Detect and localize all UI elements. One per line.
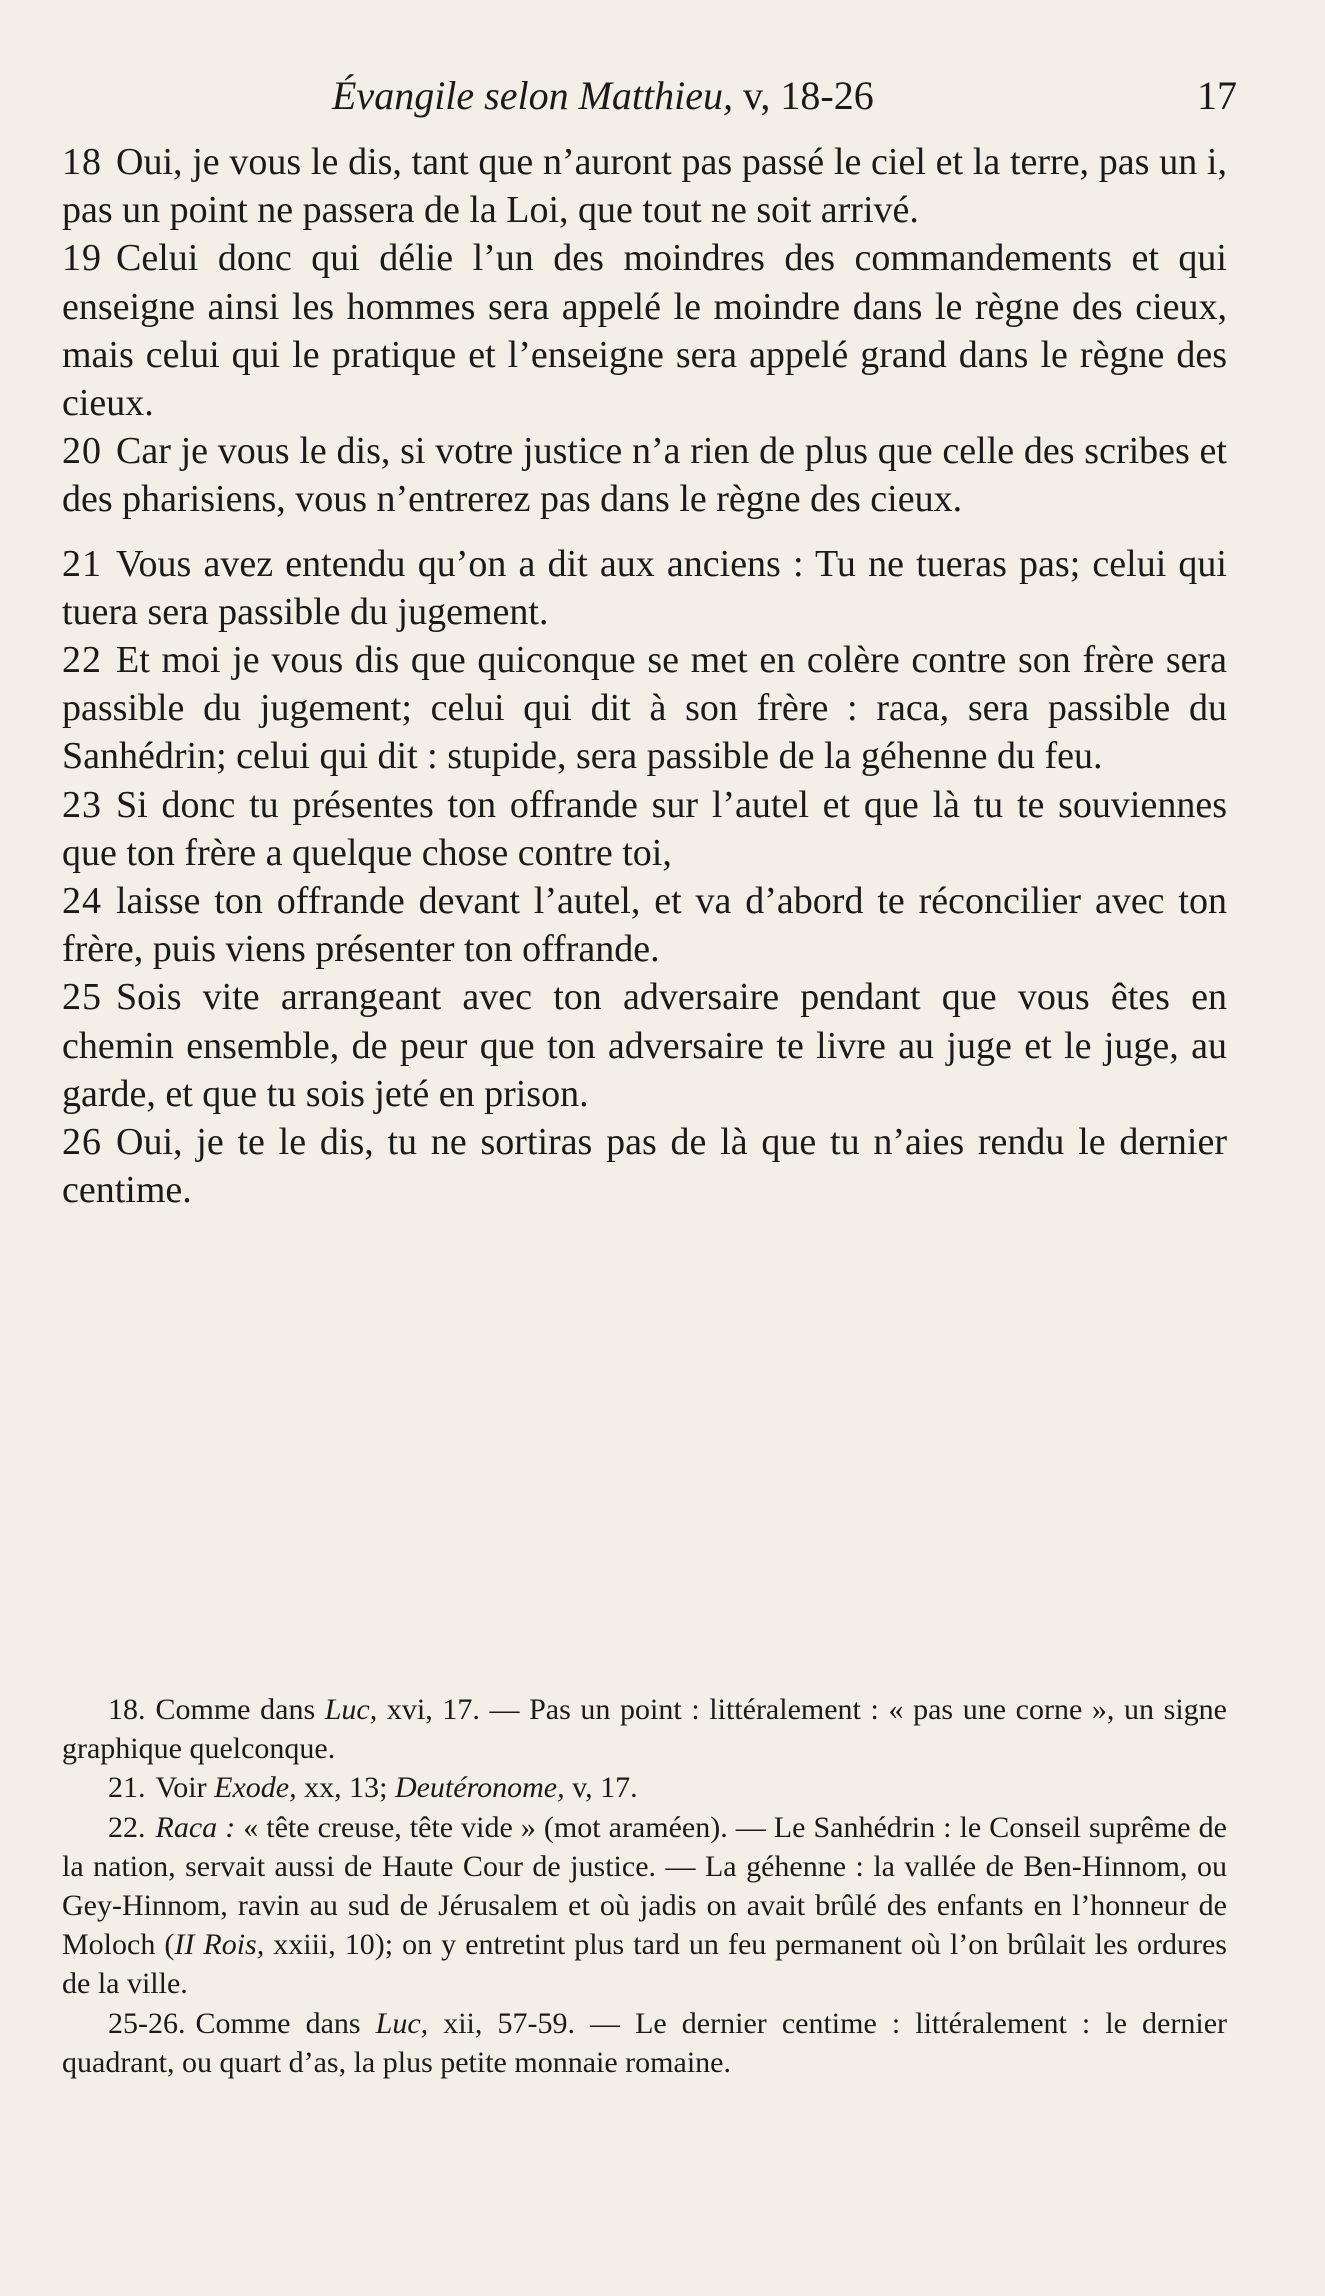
- verse-24: [62, 877, 1227, 973]
- note-number: 21.: [108, 1771, 146, 1805]
- note-text: xii, 57-59. — Le dernier centime : littéralement : le dernier quadrant, ou quart d’as, la plus petite monnaie romaine.: [62, 2006, 1227, 2079]
- verse-text: Oui, je te le dis, tu ne sortiras pas de là que tu n’aies rendu le dernier centime.: [62, 1121, 1227, 1212]
- note-text: Comme dans: [195, 2006, 376, 2040]
- verse-text: Si donc tu présentes ton offrande sur l’autel et que là tu te souviennes que ton frère a quelque chose contre toi,: [62, 783, 1227, 874]
- verse-19: [62, 234, 1227, 427]
- note-reference: Deutéronome,: [394, 1771, 565, 1805]
- note-term: Raca :: [155, 1810, 236, 1844]
- verse-number: 23: [62, 783, 102, 826]
- verse-22: [62, 636, 1227, 781]
- header-title-chapter: v, 18-26: [733, 73, 874, 118]
- note-text: xx, 13;: [296, 1771, 395, 1805]
- verse-text: laisse ton offrande devant l’autel, et va d’abord te réconcilier avec ton frère, puis viens présenter ton offrande.: [62, 880, 1227, 971]
- verse-text: Oui, je vous le dis, tant que n’auront pas passé le ciel et la terre, pas un i, pas un point ne passera de la Loi, que tout ne soit arrivé.: [62, 141, 1227, 232]
- verse-number: 26: [62, 1121, 102, 1164]
- footnotes-block: [62, 1690, 1227, 2082]
- note-reference: Luc,: [375, 2006, 429, 2040]
- verse-21: [62, 540, 1227, 636]
- verse-number: 19: [62, 237, 102, 280]
- verse-number: 24: [62, 880, 102, 923]
- note-21: [62, 1768, 1227, 1807]
- note-reference: II Rois,: [174, 1928, 265, 1962]
- verse-20: [62, 427, 1227, 523]
- note-text: xxiii, 10); on y entretint plus tard un feu permanent où l’on brûlait les ordures de la ville.: [62, 1928, 1227, 2001]
- verse-number: 25: [62, 976, 102, 1019]
- verse-number: 20: [62, 430, 102, 473]
- verse-text: Et moi je vous dis que quiconque se met en colère contre son frère sera passible du jugement; celui qui dit à son frère : raca, sera passible du Sanhédrin; celui qui dit : stupide, sera passible de la géhenne du feu.: [62, 639, 1227, 778]
- verse-text: Vous avez entendu qu’on a dit aux anciens : Tu ne tueras pas; celui qui tuera sera passible du jugement.: [62, 542, 1227, 633]
- verse-text: Sois vite arrangeant avec ton adversaire pendant que vous êtes en chemin ensemble, de peur que ton adversaire te livre au juge et le juge, au garde, et que tu sois jeté en prison.: [62, 976, 1227, 1115]
- note-number: 22.: [108, 1810, 146, 1844]
- verse-number: 21: [62, 542, 102, 585]
- note-text: « tête creuse, tête vide » (mot araméen). — Le Sanhédrin : le Conseil suprême de la nation, servait aussi de Haute Cour de justice. — La géhenne : la vallée de Ben-Hinnom, ou Gey-Hinnom, ravin au sud de Jérusalem et où jadis on avait brûlé des enfants en l’honneur de Moloch (: [62, 1810, 1227, 1962]
- note-18: [62, 1690, 1227, 1768]
- verses-block: [62, 138, 1227, 1214]
- note-reference: Luc,: [324, 1693, 378, 1726]
- running-header: [62, 66, 1237, 126]
- note-text: Comme dans: [155, 1693, 325, 1726]
- verse-text: Celui donc qui délie l’un des moindres des commandements et qui enseigne ainsi les hommes sera appelé le moindre dans le règne des cieux, mais celui qui le pratique et l’enseigne sera appelé grand dans le règne des cieux.: [62, 237, 1227, 425]
- header-title-italic: Évangile selon Matthieu,: [332, 73, 734, 118]
- verse-text: Car je vous le dis, si votre justice n’a rien de plus que celle des scribes et des pharisiens, vous n’entrerez pas dans le règne des cieux.: [62, 430, 1227, 521]
- note-25-26: [62, 2004, 1227, 2082]
- note-22: [62, 1808, 1227, 2004]
- note-text: xvi, 17. — Pas un point : littéralement : « pas une corne », un signe graphique quelconque.: [62, 1693, 1227, 1766]
- verse-23: [62, 781, 1227, 877]
- verse-18: [62, 138, 1227, 234]
- verse-number: 18: [62, 141, 102, 183]
- note-reference: Exode,: [214, 1771, 297, 1805]
- note-text: Voir: [155, 1771, 215, 1805]
- header-title: [332, 66, 874, 126]
- verse-26: [62, 1118, 1227, 1214]
- note-number: 25-26.: [108, 2006, 186, 2040]
- note-number: 18.: [108, 1693, 146, 1726]
- page-number: 17: [1197, 73, 1237, 118]
- verse-number: 22: [62, 639, 102, 682]
- verse-25: [62, 973, 1227, 1118]
- note-text: v, 17.: [564, 1771, 638, 1805]
